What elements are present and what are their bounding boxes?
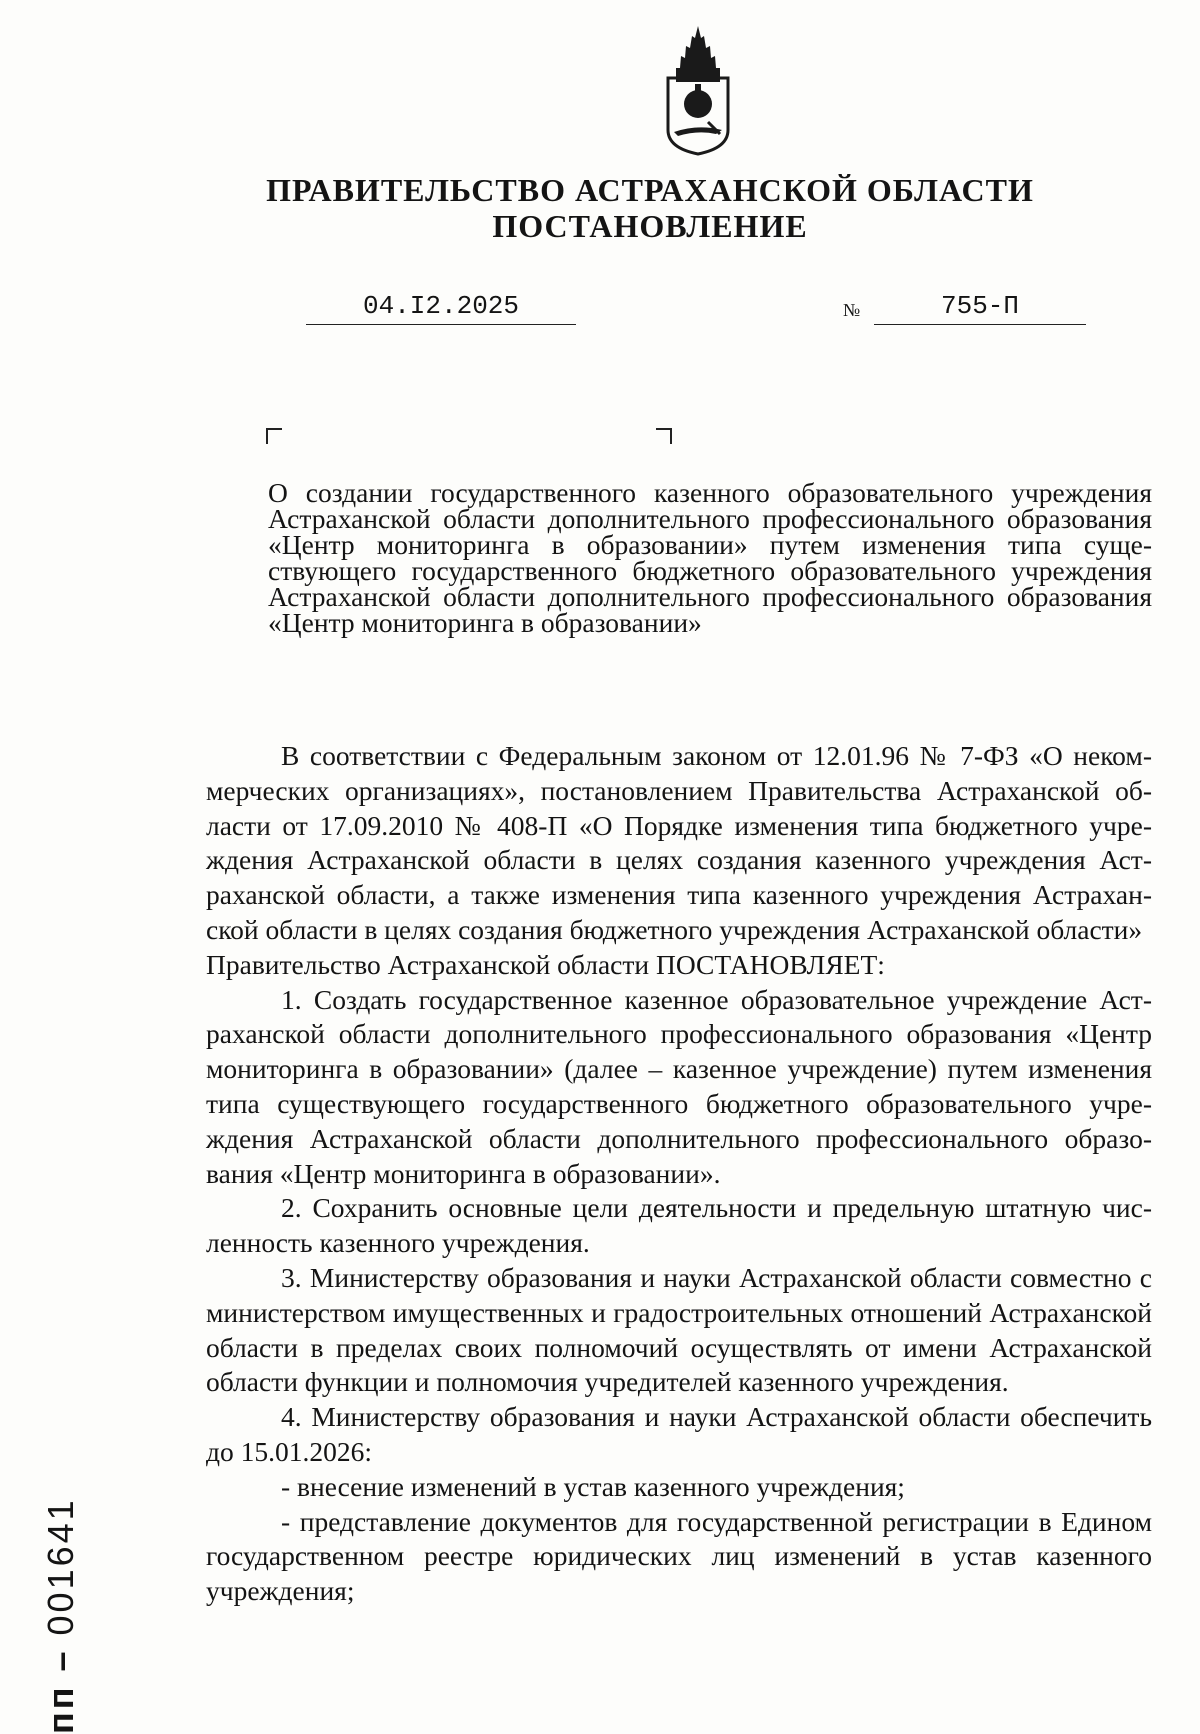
astrakhan-coat-of-arms-emblem (664, 22, 732, 158)
document-number: 755-П (874, 292, 1086, 325)
item-2-paragraph: 2. Сохранить основные цели деятельности и предельную штатную численность казенного учреждения. (206, 1192, 1152, 1259)
number-sign: № (843, 300, 861, 320)
subject-corner-mark-right (656, 428, 672, 444)
vertical-registration-code (40, 1394, 80, 1734)
item-4-dash-1: - внесение изменений в устав казенного учреждения; (281, 1470, 905, 1502)
subject-corner-mark-left (266, 428, 282, 444)
organization-name: ПРАВИТЕЛЬСТВО АСТРАХАНСКОЙ ОБЛАСТИ (266, 172, 1034, 208)
document-body (206, 739, 1152, 1609)
item-1-paragraph: 1. Создать государственное казенное образовательное учреждение Астраханской области дополнительного профессионального образования «Центр мониторинга в образовании» (далее – казенное учреждение) путем изменения типа существующего государственного бюджетного образовательного учреждения Астраханской области дополнительного профессионального образования «Центр мониторинга в образовании». (206, 983, 1152, 1189)
item-3-paragraph: 3. Министерству образования и науки Астраханской области совместно с министерством имущественных и градостроительных отношений Астраханской области в пределах своих полномочий осуществлять от имени Астраханской области функции и полномочия учредителей казенного учреждения. (206, 1261, 1152, 1398)
document-date: 04.I2.2025 (306, 292, 576, 325)
registration-prefix: пп – (40, 1648, 81, 1734)
item-4-dash-2: - представление документов для государственной регистрации в Едином государственном реестре юридических лиц изменений в устав казенного учреждения; (206, 1505, 1152, 1607)
item-4-paragraph: 4. Министерству образования и науки Астраханской области обеспечить до 15.01.2026: (206, 1401, 1152, 1467)
document-type-title: ПОСТАНОВЛЕНИЕ (492, 208, 808, 244)
resolves-line: Правительство Астраханской области ПОСТАНОВЛЯЕТ: (206, 948, 885, 980)
document-subject: О создании государственного казенного образовательного учреждения Астраханской области дополнительного профессионального образования «Центр мониторинга в образовании» путем изменения типа существующего государственного бюджетного образовательного учреждения Астраханской области дополнительного профессионального образования «Центр мониторинга в образовании» (268, 477, 1152, 638)
preamble-paragraph: В соответствии с Федеральным законом от 12.01.96 № 7-ФЗ «О некоммерческих организациях», постановлением Правительства Астраханской области от 17.09.2010 № 408-П «О Порядке изменения типа бюджетного учреждения Астраханской области в целях создания казенного учреждения Астраханской области, а также изменения типа казенного учреждения Астраханской области в целях создания бюджетного учреждения Астраханской области» (206, 740, 1152, 945)
registration-code: 001641 (40, 1497, 81, 1636)
